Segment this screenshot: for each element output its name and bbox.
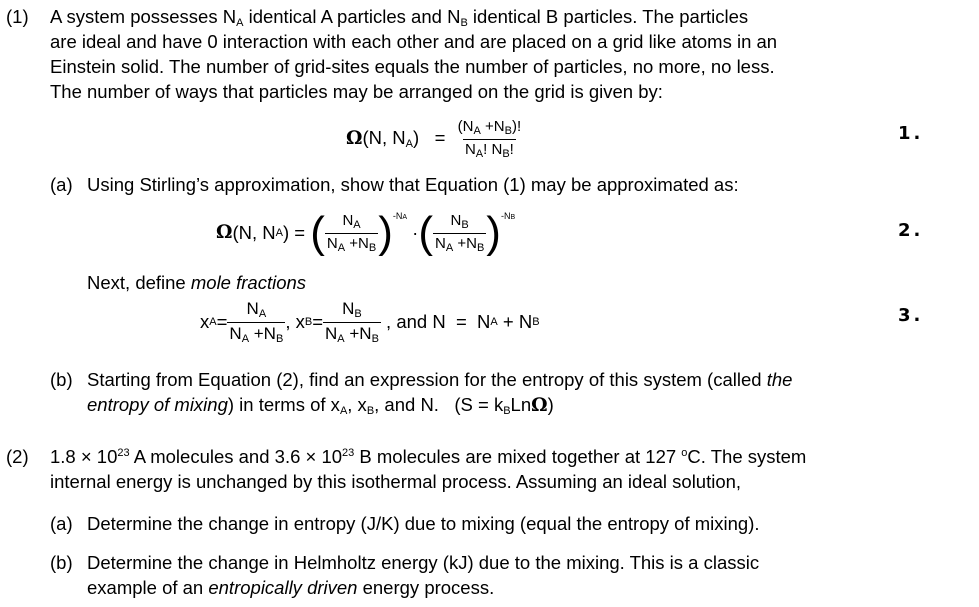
part-1a-label: (a) [50, 174, 73, 195]
part-2a-text: Determine the change in entropy (J/K) due to mixing (equal the entropy of mixing). [87, 513, 760, 534]
part-1b-label: (b) [50, 369, 73, 390]
equation-2-fraction-b: $\frac{N_B}{N_A +N_B}$ [435, 211, 485, 254]
equation-1: Ω(N, $N_A$) = $\frac{(N_A +N_B)!}{N_A! N_B!}$ [346, 118, 522, 160]
omega-symbol: Ω [216, 222, 233, 244]
omega-symbol: Ω [531, 395, 548, 416]
part-1a-text: Using Stirling’s approximation, show that Equation (1) may be approximated as: [87, 174, 739, 195]
problem-1-line-1: A system possesses $N_A$ identical A particles and $N_B$ identical B particles. The particles [50, 6, 749, 29]
problem-1-line-3: Einstein solid. The number of grid-sites equals the number of particles, no more, no less. [50, 56, 775, 77]
problem-2-line-2: internal energy is unchanged by this isothermal process. Assuming an ideal solution, [50, 471, 742, 492]
part-2b-line-1: Determine the change in Helmholtz energy (kJ) due to the mixing. This is a classic [87, 552, 760, 573]
part-2a-label: (a) [50, 513, 73, 534]
equation-3-fraction-b: $\frac{N_B}{N_A +N_B}$ [325, 298, 379, 345]
problem-2-line-1: $1.8 \times 10^{23}$ A molecules and $3.6 \times 10^{23}$ B molecules are mixed together at 127 $^o$C. The system [50, 446, 807, 467]
part-2b-line-2: example of an entropically driven energy process. [87, 577, 495, 598]
problem-1-line-2: are ideal and have 0 interaction with each other and are placed on a grid like atoms in an [50, 31, 778, 52]
equation-3-fraction-a: $\frac{N_A}{N_A +N_B}$ [229, 298, 284, 345]
equation-3-number: 3. [898, 305, 924, 326]
problem-2-number: (2) [6, 446, 29, 467]
equation-2: Ω (N, N A ) = ( $\frac{N_A}{N_A +N_B}$ ) -NA · ( $\frac{N_B}{N_A +N_B}$ ) -NB [216, 208, 516, 257]
equation-1-fraction: $\frac{(N_A +N_B)!}{N_A! N_B!}$ [457, 118, 522, 160]
part-2b-label: (b) [50, 552, 73, 573]
problem-1-number: (1) [6, 6, 29, 27]
equation-1-number: 1. [898, 123, 924, 144]
part-1b-line-2: entropy of mixing) in terms of $x_A$, $x_B$, and N. $(S = k_BLn\Omega)$ [87, 394, 554, 417]
part-1b-line-1: Starting from Equation (2), find an expression for the entropy of this system (called the [87, 369, 793, 390]
equation-2-number: 2. [898, 220, 924, 241]
mole-fractions-intro: Next, define mole fractions [87, 272, 307, 293]
equation-3: x A = $\frac{N_A}{N_A +N_B}$ , x B = $\frac{N_B}{N_A +N_B}$ , and N = N A + N B [200, 298, 540, 345]
equation-2-fraction-a: $\frac{N_A}{N_A +N_B}$ [326, 211, 377, 254]
omega-symbol: Ω [346, 128, 363, 150]
problem-1-line-4: The number of ways that particles may be arranged on the grid is given by: [50, 81, 663, 102]
